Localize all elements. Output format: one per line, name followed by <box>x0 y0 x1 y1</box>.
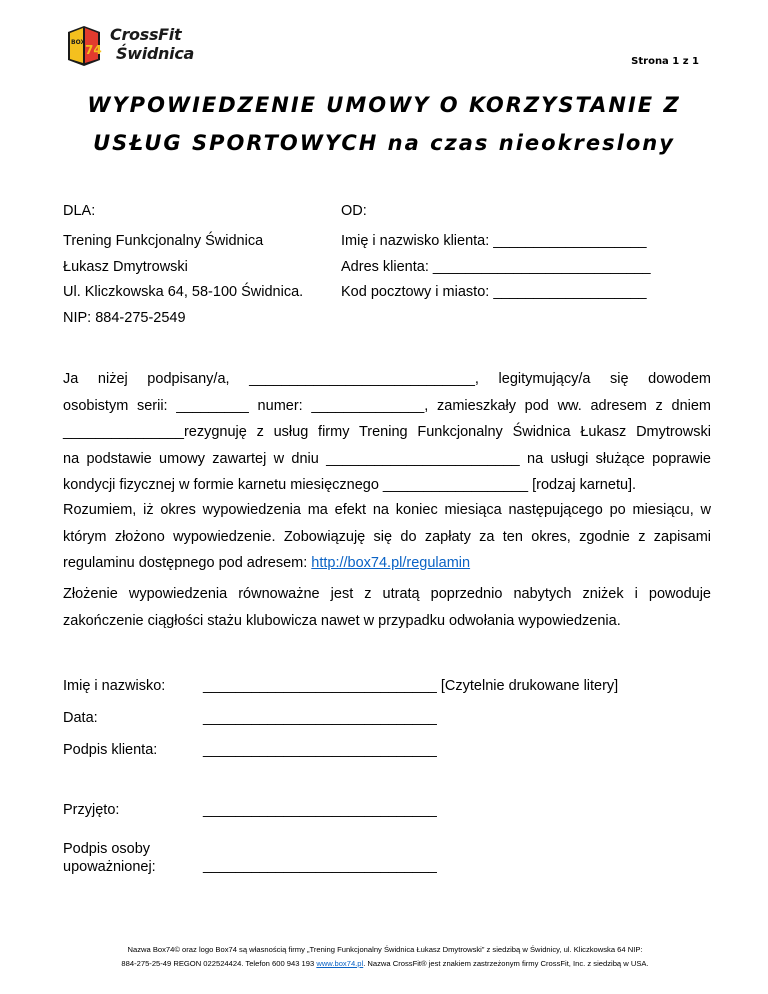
footer-line2 <box>60 957 710 971</box>
document-title-line1: WYPOWIEDZENIE UMOWY O KORZYSTANIE Z <box>87 93 681 117</box>
declaration-paragraph <box>63 366 711 499</box>
to-address: Ul. Kliczkowska 64, 58-100 Świdnica. <box>63 284 304 300</box>
svg-text:74: 74 <box>85 43 102 57</box>
terms-text: Rozumiem, iż okres wypowiedzenia ma efekt na koniec miesiąca następującego po miesiącu, w którym złożono wypowiedzenie. Zobowiązuję się do zapłaty za ten okres, zgodnie z zapisami regulaminu dostępnego pod adresem: <box>63 502 711 571</box>
logo-brand-line2: Świdnica <box>116 44 194 63</box>
form-client-sign-field[interactable]: _____________________________ <box>203 742 437 758</box>
declaration-line: na podstawie umowy zawartej w dniu ________________________ na usługi służące poprawie <box>63 450 711 467</box>
footer-line2-text-end: . Nazwa CrossFit® jest znakiem zastrzeżonym firmy CrossFit, Inc. z siedzibą w USA. <box>363 959 649 968</box>
footer-line1: Nazwa Box74© oraz logo Box74 są własnością firmy „Trening Funkcjonalny Świdnica Łukasz Dmytrowski” z siedzibą w Świdnicy, ul. Kliczkowska 64 NIP: <box>127 945 643 954</box>
declaration-line: osobistym serii: _________ numer: ______________, zamieszkały pod ww. adresem z dniem <box>63 397 711 414</box>
logo-brand-line1: CrossFit <box>110 25 182 44</box>
form-name-blank: _____________________________ <box>203 678 437 694</box>
to-label: DLA: <box>63 203 96 219</box>
svg-text:BOX: BOX <box>71 39 86 46</box>
form-name-label: Imię i nazwisko: <box>63 678 166 694</box>
form-authorized-sign-field[interactable]: _____________________________ <box>203 858 437 874</box>
form-name-hint: [Czytelnie drukowane litery] <box>440 678 619 694</box>
from-client-address: Adres klienta: ___________________________ <box>341 259 651 275</box>
from-client-name: Imię i nazwisko klienta: ___________________ <box>341 233 647 249</box>
form-date-label: Data: <box>63 710 98 726</box>
discount-notice: Złożenie wypowiedzenia równoważne jest z utratą poprzednio nabytych zniżek i powoduje zakończenie ciągłości stażu klubowicza nawet w przypadku odwołania wypowiedzenia. <box>63 586 711 629</box>
company-logo <box>66 22 206 72</box>
declaration-line: kondycji fizycznej w formie karnetu miesięcznego __________________ [rodzaj karnetu]. <box>63 477 637 493</box>
form-authorized-sign-label-line2: upoważnionej: <box>63 859 156 875</box>
terms-paragraph <box>63 497 711 577</box>
form-authorized-sign-label <box>63 840 156 876</box>
declaration-line: Ja niżej podpisany/a, ____________________________, legitymujący/a się dowodem <box>63 371 711 387</box>
to-company: Trening Funkcjonalny Świdnica <box>63 233 264 249</box>
from-label: OD: <box>341 203 367 219</box>
to-person: Łukasz Dmytrowski <box>63 259 188 275</box>
regulations-link[interactable]: http://box74.pl/regulamin <box>311 555 471 571</box>
form-accepted-field[interactable]: _____________________________ <box>203 802 437 818</box>
document-title-line2: USŁUG SPORTOWYCH na czas nieokreslony <box>93 131 675 155</box>
form-client-sign-label: Podpis klienta: <box>63 742 158 758</box>
page-number: Strona 1 z 1 <box>631 56 699 67</box>
form-accepted-label: Przyjęto: <box>63 802 120 818</box>
from-postal-city: Kod pocztowy i miasto: ___________________ <box>341 284 647 300</box>
footer-line2-text: 884-275-25-49 REGON 022524424. Telefon 600 943 193 <box>121 959 317 968</box>
to-nip: NIP: 884-275-2549 <box>63 310 186 326</box>
footer-website-link[interactable]: www.box74.pl <box>316 959 364 968</box>
box74-logo-icon <box>66 24 102 66</box>
page-footer <box>60 943 710 971</box>
form-authorized-sign-label-line1: Podpis osoby <box>63 841 151 857</box>
form-date-field[interactable]: _____________________________ <box>203 710 437 726</box>
form-name-field[interactable] <box>203 678 618 694</box>
declaration-line: _______________rezygnuję z usług firmy Trening Funkcjonalny Świdnica Łukasz Dmytrowski <box>63 424 711 440</box>
